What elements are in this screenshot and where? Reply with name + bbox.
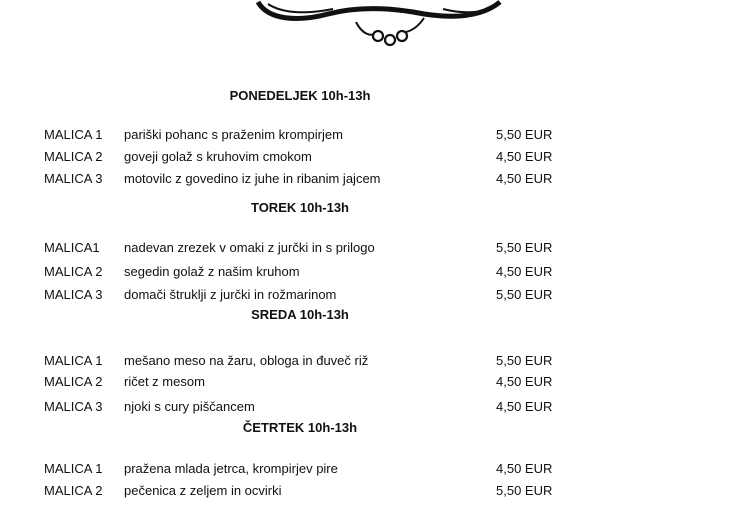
menu-row xyxy=(0,240,730,258)
menu-item-description: goveji golaž s kruhovim cmokom xyxy=(124,149,312,164)
menu-item-description: nadevan zrezek v omaki z jurčki in s prilogo xyxy=(124,240,375,255)
menu-item-label: MALICA 2 xyxy=(44,149,103,164)
menu-item-description: pariški pohanc s praženim krompirjem xyxy=(124,127,343,142)
day-heading-torek: TOREK 10h-13h xyxy=(250,200,349,215)
menu-row xyxy=(0,127,730,145)
menu-item-label: MALICA 2 xyxy=(44,483,103,498)
menu-item-price: 5,50 EUR xyxy=(496,483,553,498)
day-heading-ponedeljek: PONEDELJEK 10h-13h xyxy=(229,88,371,103)
menu-item-price: 5,50 EUR xyxy=(496,240,553,255)
menu-item-label: MALICA 3 xyxy=(44,287,103,302)
menu-item-price: 4,50 EUR xyxy=(496,171,553,186)
menu-item-price: 4,50 EUR xyxy=(496,461,553,476)
menu-item-label: MALICA1 xyxy=(44,240,100,255)
menu-item-price: 5,50 EUR xyxy=(496,353,553,368)
menu-row xyxy=(0,353,730,371)
menu-item-description: mešano meso na žaru, obloga in đuveč riž xyxy=(124,353,369,368)
menu-item-description: segedin golaž z našim kruhom xyxy=(124,264,300,279)
menu-row xyxy=(0,264,730,282)
decorative-ornament xyxy=(238,0,538,48)
menu-item-description: ričet z mesom xyxy=(124,374,205,389)
menu-item-price: 4,50 EUR xyxy=(496,264,553,279)
day-heading-cetrtek: ČETRTEK 10h-13h xyxy=(242,420,358,435)
menu-item-description: motovilc z govedino iz juhe in ribanim jajcem xyxy=(124,171,381,186)
menu-item-label: MALICA 2 xyxy=(44,374,103,389)
menu-row xyxy=(0,171,730,189)
menu-item-label: MALICA 1 xyxy=(44,353,103,368)
menu-item-label: MALICA 3 xyxy=(44,171,103,186)
menu-row xyxy=(0,149,730,167)
menu-item-description: njoki s cury piščancem xyxy=(124,399,255,414)
menu-row xyxy=(0,461,730,479)
menu-item-description: domači štruklji z jurčki in rožmarinom xyxy=(124,287,337,302)
menu-row xyxy=(0,399,730,417)
menu-item-price: 5,50 EUR xyxy=(496,287,553,302)
menu-item-label: MALICA 1 xyxy=(44,461,103,476)
menu-item-label: MALICA 3 xyxy=(44,399,103,414)
menu-row xyxy=(0,483,730,501)
menu-item-price: 4,50 EUR xyxy=(496,149,553,164)
menu-item-price: 4,50 EUR xyxy=(496,374,553,389)
menu-item-price: 5,50 EUR xyxy=(496,127,553,142)
menu-item-description: pečenica z zeljem in ocvirki xyxy=(124,483,282,498)
menu-row xyxy=(0,374,730,392)
menu-row xyxy=(0,287,730,305)
menu-item-label: MALICA 2 xyxy=(44,264,103,279)
menu-item-description: pražena mlada jetrca, krompirjev pire xyxy=(124,461,338,476)
menu-item-price: 4,50 EUR xyxy=(496,399,553,414)
menu-item-label: MALICA 1 xyxy=(44,127,103,142)
day-heading-sreda: SREDA 10h-13h xyxy=(251,307,349,322)
